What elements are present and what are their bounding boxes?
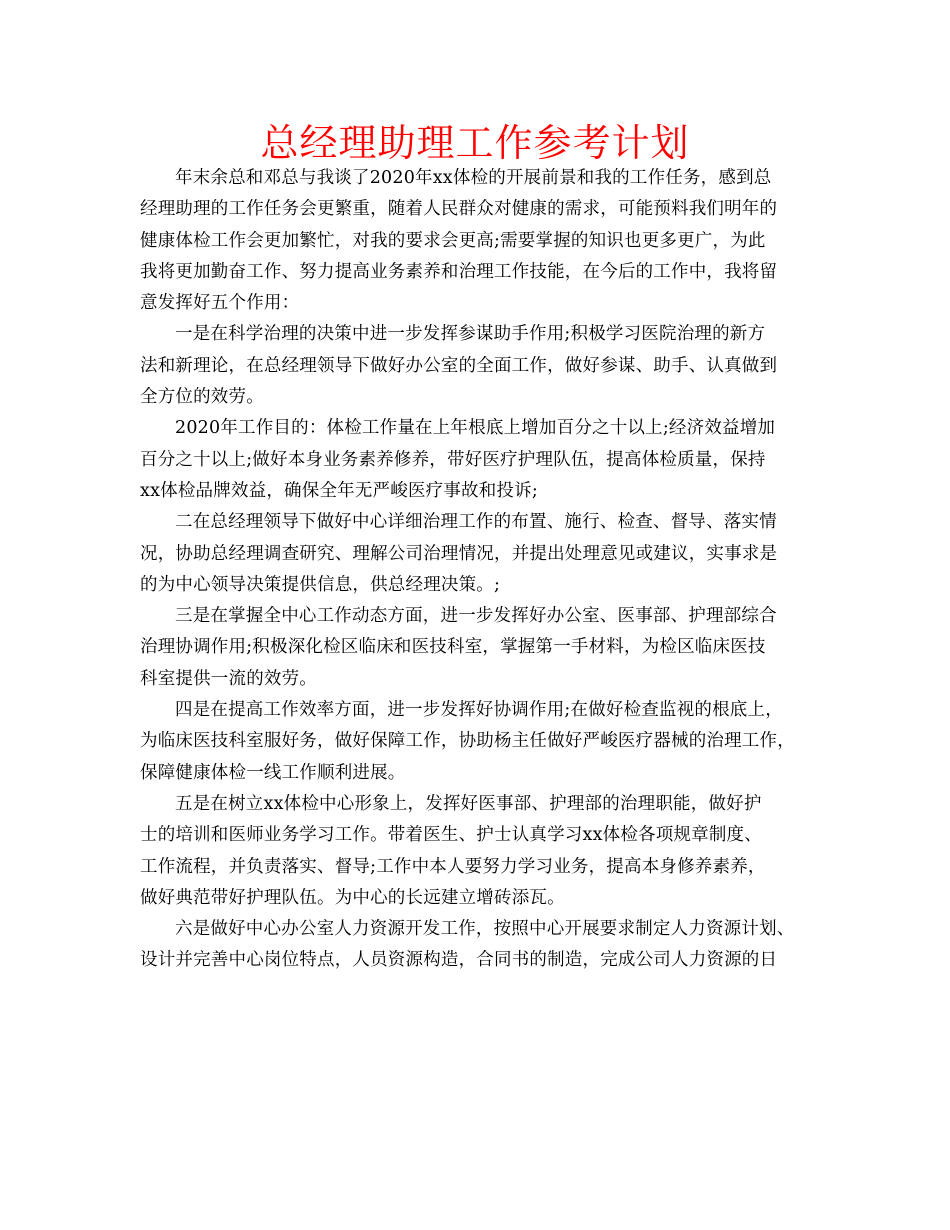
text-line: 年末余总和邓总与我谈了2020年xx体检的开展前景和我的工作任务，感到总 bbox=[175, 168, 772, 188]
text-line: 四是在提高工作效率方面，进一步发挥好协调作用;在做好检查监视的根底上， bbox=[175, 700, 783, 721]
document-title: 总经理助理工作参考计划 bbox=[260, 121, 690, 165]
text-line: 我将更加勤奋工作、努力提高业务素养和治理工作技能，在今后的工作中，我将留 bbox=[140, 261, 778, 282]
paragraph-role-two bbox=[140, 507, 812, 601]
text-line: 法和新理论，在总经理领导下做好办公室的全面工作，做好参谋、助手、认真做到 bbox=[140, 355, 778, 376]
text-line: 治理协调作用;积极深化检区临床和医技科室，掌握第一手材料，为检区临床医技 bbox=[140, 637, 766, 658]
text-line: 的为中心领导决策提供信息，供总经理决策。; bbox=[140, 574, 501, 595]
text-line: 为临床医技科室服好务，做好保障工作，协助杨主任做好严峻医疗器械的治理工作， bbox=[140, 731, 795, 752]
text-line: 意发挥好五个作用： bbox=[140, 293, 300, 314]
text-line: 全方位的效劳。 bbox=[140, 387, 264, 408]
paragraph-role-one bbox=[140, 319, 812, 413]
text-line: 二在总经理领导下做好中心详细治理工作的布置、施行、检查、督导、落实情 bbox=[175, 512, 777, 533]
text-line: xx体检品牌效益，确保全年无严峻医疗事故和投诉; bbox=[140, 480, 538, 501]
text-line: 经理助理的工作任务会更繁重，随着人民群众对健康的需求，可能预料我们明年的 bbox=[140, 199, 778, 220]
text-line: 况，协助总经理调查研究、理解公司治理情况，并提出处理意见或建议，实事求是 bbox=[140, 543, 778, 564]
paragraph-role-four bbox=[140, 695, 812, 789]
text-line: 六是做好中心办公室人力资源开发工作，按照中心开展要求制定人力资源计划、 bbox=[175, 919, 795, 940]
text-line: 士的培训和医师业务学习工作。带着医生、护士认真学习xx体检各项规章制度、 bbox=[140, 825, 762, 846]
text-line: 做好典范带好护理队伍。为中心的长远建立增砖添瓦。 bbox=[140, 887, 565, 908]
text-line: 工作流程，并负责落实、督导;工作中本人要努力学习业务，提高本身修养素养， bbox=[140, 856, 766, 877]
paragraph-goals bbox=[140, 413, 812, 507]
paragraph-intro bbox=[140, 163, 812, 319]
text-line: 2020年工作目的：体检工作量在上年根底上增加百分之十以上;经济效益增加 bbox=[175, 418, 776, 439]
paragraph-role-six bbox=[140, 914, 812, 977]
text-line: 设计并完善中心岗位特点，人员资源构造，合同书的制造，完成公司人力资源的日 bbox=[140, 950, 778, 971]
text-line: 科室提供一流的效劳。 bbox=[140, 668, 317, 689]
text-line: 一是在科学治理的决策中进一步发挥参谋助手作用;积极学习医院治理的新方 bbox=[175, 324, 766, 345]
text-line: 保障健康体检一线工作顺利进展。 bbox=[140, 762, 406, 783]
text-line: 健康体检工作会更加繁忙，对我的要求会更高;需要掌握的知识也更多更广，为此 bbox=[140, 230, 766, 251]
text-line: 五是在树立xx体检中心形象上，发挥好医事部、护理部的治理职能，做好护 bbox=[175, 793, 762, 814]
paragraph-role-five bbox=[140, 789, 812, 914]
paragraph-role-three bbox=[140, 601, 812, 695]
document-body bbox=[140, 163, 812, 977]
text-line: 三是在掌握全中心工作动态方面，进一步发挥好办公室、医事部、护理部综合 bbox=[175, 606, 777, 627]
text-line: 百分之十以上;做好本身业务素养修养，带好医疗护理队伍，提高体检质量，保持 bbox=[140, 449, 766, 470]
